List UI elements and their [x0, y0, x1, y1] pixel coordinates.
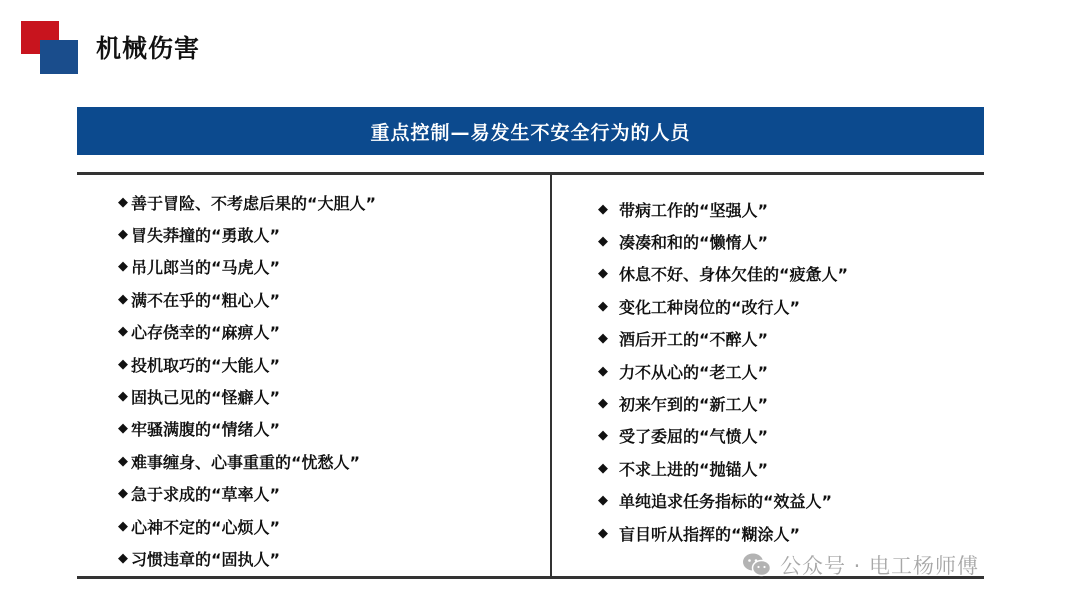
list-item [598, 517, 848, 549]
diamond-bullet-icon: ◆ [598, 201, 608, 217]
list-item-text: 心神不定的“心烦人” [131, 517, 281, 537]
list-item-text: 心存侥幸的“麻痹人” [131, 323, 281, 343]
list-item [598, 355, 848, 387]
list-item [118, 348, 376, 380]
diamond-bullet-icon: ◆ [598, 493, 608, 509]
list-item [598, 485, 848, 517]
logo-blue-square [40, 40, 78, 74]
list-item [118, 218, 376, 250]
list-item [598, 387, 848, 419]
diamond-bullet-icon: ◆ [118, 259, 128, 275]
list-item-text: 单纯追求任务指标的“效益人” [619, 492, 833, 512]
diamond-bullet-icon: ◆ [118, 486, 128, 502]
watermark [742, 550, 979, 580]
section-banner [77, 107, 984, 155]
list-item [118, 316, 376, 348]
diamond-bullet-icon: ◆ [598, 525, 608, 541]
list-item [118, 478, 376, 510]
list-item [598, 420, 848, 452]
diamond-bullet-icon: ◆ [598, 234, 608, 250]
column-divider [550, 174, 552, 576]
right-column-list [598, 193, 848, 549]
diamond-bullet-icon: ◆ [598, 298, 608, 314]
list-item-text: 牢骚满腹的“情绪人” [131, 420, 281, 440]
diamond-bullet-icon: ◆ [118, 227, 128, 243]
list-item-text: 固执己见的“怪癖人” [131, 388, 281, 408]
diamond-bullet-icon: ◆ [598, 396, 608, 412]
diamond-bullet-icon: ◆ [598, 363, 608, 379]
list-item-text: 满不在乎的“粗心人” [131, 290, 281, 310]
diamond-bullet-icon: ◆ [118, 421, 128, 437]
diamond-bullet-icon: ◆ [598, 460, 608, 476]
list-item [118, 510, 376, 542]
diamond-bullet-icon: ◆ [118, 453, 128, 469]
list-item [598, 323, 848, 355]
diamond-bullet-icon: ◆ [118, 324, 128, 340]
list-item-text: 冒失莽撞的“勇敢人” [131, 226, 281, 246]
diamond-bullet-icon: ◆ [118, 550, 128, 566]
list-item-text: 善于冒险、不考虑后果的“大胆人” [131, 193, 377, 213]
diamond-bullet-icon: ◆ [118, 194, 128, 210]
list-item [118, 186, 376, 218]
list-item [598, 258, 848, 290]
list-item-text: 盲目听从指挥的“糊涂人” [619, 524, 801, 544]
list-item [598, 452, 848, 484]
diamond-bullet-icon: ◆ [118, 389, 128, 405]
list-item [118, 283, 376, 315]
list-item-text: 带病工作的“坚强人” [619, 200, 769, 220]
list-item [118, 542, 376, 574]
list-item-text: 休息不好、身体欠佳的“疲惫人” [619, 265, 849, 285]
list-item-text: 初来乍到的“新工人” [619, 395, 769, 415]
list-item [118, 251, 376, 283]
list-item-text: 凑凑和和的“懒惰人” [619, 233, 769, 253]
diamond-bullet-icon: ◆ [118, 291, 128, 307]
list-item-text: 习惯违章的“固执人” [131, 549, 281, 569]
list-item [598, 193, 848, 225]
list-item-text: 投机取巧的“大能人” [131, 355, 281, 375]
list-item-text: 力不从心的“老工人” [619, 362, 769, 382]
diamond-bullet-icon: ◆ [118, 518, 128, 534]
page-title: 机械伤害 [96, 34, 201, 63]
banner-text: 重点控制—易发生不安全行为的人员 [370, 121, 691, 144]
list-item-text: 急于求成的“草率人” [131, 485, 281, 505]
diamond-bullet-icon: ◆ [598, 428, 608, 444]
diamond-bullet-icon: ◆ [598, 331, 608, 347]
list-item-text: 吊儿郎当的“马虎人” [131, 258, 281, 278]
watermark-text: 公众号 · 电工杨师傅 [780, 554, 980, 578]
list-item [118, 380, 376, 412]
wechat-icon [742, 552, 772, 578]
list-item-text: 不求上进的“抛锚人” [619, 459, 769, 479]
table-top-rule [77, 172, 984, 175]
list-item-text: 难事缠身、心事重重的“忧愁人” [131, 452, 361, 472]
list-item-text: 酒后开工的“不醉人” [619, 330, 769, 350]
list-item [118, 445, 376, 477]
list-item [598, 290, 848, 322]
list-item-text: 变化工种岗位的“改行人” [619, 297, 801, 317]
list-item [598, 225, 848, 257]
diamond-bullet-icon: ◆ [118, 356, 128, 372]
list-item-text: 受了委屈的“气愤人” [619, 427, 769, 447]
left-column-list [118, 186, 376, 575]
diamond-bullet-icon: ◆ [598, 266, 608, 282]
list-item [118, 413, 376, 445]
